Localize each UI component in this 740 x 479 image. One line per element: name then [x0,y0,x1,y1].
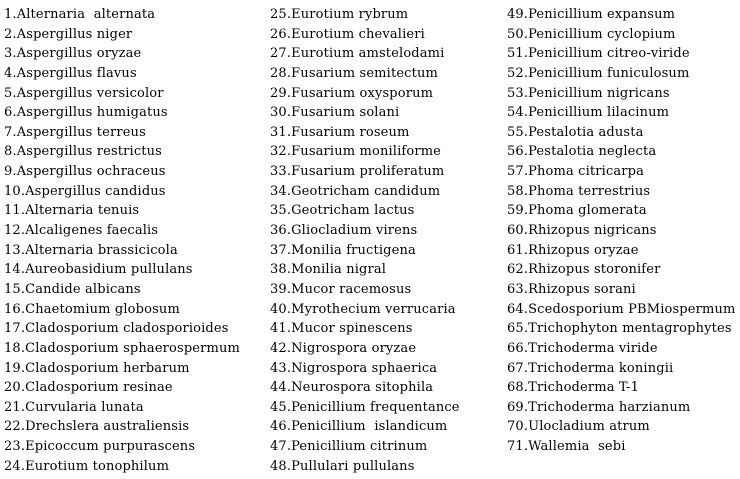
species-list-item: 18.Cladosporium sphaerospermum [4,340,240,356]
species-list-item: 46.Penicillium islandicum [270,419,448,435]
species-list-item: 10.Aspergillus candidus [4,183,166,199]
species-list-item: 7.Aspergillus terreus [4,124,146,140]
species-list-item: 59.Phoma glomerata [507,203,647,219]
species-list-item: 27.Eurotium amstelodami [270,46,445,62]
species-list-item: 33.Fusarium proliferatum [270,164,445,180]
species-list-item: 13.Alternaria brassicicola [4,242,178,258]
species-list-item: 66.Trichoderma viride [507,340,658,356]
species-list-item: 21.Curvularia lunata [4,399,144,415]
species-list-item: 29.Fusarium oxysporum [270,85,434,101]
species-list-item: 35.Geotricham lactus [270,203,415,219]
species-list-item: 2.Aspergillus niger [4,26,133,42]
species-list-item: 40.Myrothecium verrucaria [270,301,456,317]
species-list-item: 42.Nigrospora oryzae [270,340,417,356]
species-list-item: 63.Rhizopus sorani [507,281,636,297]
species-list-item: 70.Ulocladium atrum [507,419,650,435]
species-list-item: 71.Wallemia sebi [507,439,626,455]
species-list-item: 30.Fusarium solani [270,105,400,121]
species-list-item: 51.Penicillium citreo-viride [507,46,690,62]
species-list-item: 6.Aspergillus humigatus [4,105,168,121]
species-list-item: 41.Mucor spinescens [270,321,413,337]
species-list-item: 52.Penicillium funiculosum [507,65,690,81]
species-list-item: 49.Penicillium expansum [507,7,676,22]
species-list-item: 43.Nigrospora sphaerica [270,360,438,376]
species-list-item: 47.Penicillium citrinum [270,439,428,455]
species-list-item: 60.Rhizopus nigricans [507,223,657,239]
species-list-item: 14.Aureobasidium pullulans [4,262,193,278]
species-list-item: 50.Penicillium cyclopium [507,26,676,42]
species-list-item: 32.Fusarium moniliforme [270,144,442,160]
species-list-item: 1.Alternaria alternata [4,7,156,22]
species-list-item: 64.Scedosporium PBMiospermum [507,301,736,317]
species-list-item: 68.Trichoderma T-1 [507,380,639,396]
species-list-item: 38.Monilia nigral [270,262,387,278]
species-list-item: 44.Neurospora sitophila [270,380,434,396]
species-list-item: 54.Penicillium lilacinum [507,105,670,121]
species-list-item: 37.Monilia fructigena [270,242,416,258]
species-list-item: 48.Pullulari pullulans [270,458,415,474]
species-list-item: 15.Candide albicans [4,281,141,297]
species-list-item: 5.Aspergillus versicolor [4,85,164,101]
species-list-item: 24.Eurotium tonophilum [4,458,170,474]
species-list-item: 22.Drechslera australiensis [4,419,190,435]
species-list-item: 58.Phoma terrestrius [507,183,651,199]
species-list-item: 19.Cladosporium herbarum [4,360,190,376]
species-list-item: 61.Rhizopus oryzae [507,242,639,258]
species-list-item: 11.Alternaria tenuis [4,203,140,219]
species-list-item: 12.Alcaligenes faecalis [4,223,159,239]
species-list-item: 26.Eurotium chevalieri [270,26,425,42]
species-list-item: 65.Trichophyton mentagrophytes [507,321,732,337]
species-list-item: 39.Mucor racemosus [270,281,412,297]
species-list-item: 56.Pestalotia neglecta [507,144,657,160]
species-list-item: 25.Eurotium rybrum [270,7,409,22]
species-list-item: 8.Aspergillus restrictus [4,144,162,160]
species-list-item: 36.Gliocladium virens [270,223,418,239]
species-list-item: 62.Rhizopus storonifer [507,262,661,278]
species-column-3 [507,5,740,457]
species-list-item: 69.Trichoderma harzianum [507,399,691,415]
species-list-item: 67.Trichoderma koningii [507,360,674,376]
species-list-item: 23.Epicoccum purpurascens [4,439,196,455]
species-list-item: 45.Penicillium frequentance [270,399,460,415]
species-list-item: 31.Fusarium roseum [270,124,410,140]
species-list-item: 16.Chaetomium globosum [4,301,180,317]
species-column-2 [270,5,508,476]
species-list-item: 28.Fusarium semitectum [270,65,438,81]
species-list-item: 3.Aspergillus oryzae [4,46,142,62]
species-list-item: 57.Phoma citricarpa [507,164,645,180]
species-list-item: 9.Aspergillus ochraceus [4,164,166,180]
species-column-1 [4,5,266,476]
species-list-item: 34.Geotricham candidum [270,183,441,199]
species-list-item: 4.Aspergillus flavus [4,65,137,81]
species-list-item: 20.Cladosporium resinae [4,380,173,396]
species-list-item: 53.Penicillium nigricans [507,85,670,101]
species-list-item: 17.Cladosporium cladosporioides [4,321,229,337]
species-list-item: 55.Pestalotia adusta [507,124,644,140]
